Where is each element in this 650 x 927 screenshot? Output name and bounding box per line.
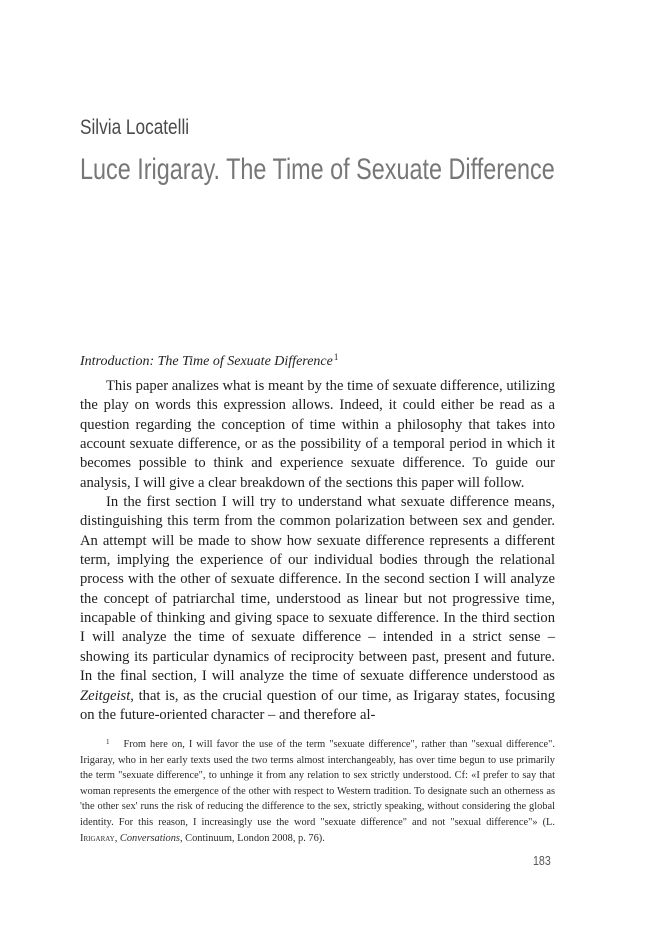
footnote-citation: , Continuum, London 2008, p. 76). — [179, 832, 325, 844]
footnote-marker: 1 — [106, 738, 110, 746]
paragraph-text: , that is, as the crucial question of our time, as Irigaray states, focusing on the future-oriented character – and therefore al- — [80, 687, 555, 723]
footnote-reference[interactable]: 1 — [333, 352, 339, 362]
paragraph: This paper analizes what is meant by the time of sexuate difference, utilizing the play on words this expression allows. Indeed, it could either be read as a question regarding the conception of time within a philosophy that takes into account sexuate difference, or as the possibility of a temporal period in which it becomes possible to think and experience sexuate difference. To guide our analysis, I will give a clear breakdown of the sections this paper will follow. — [80, 378, 555, 491]
paper-title: Luce Irigaray. The Time of Sexuate Difference — [80, 153, 555, 186]
paragraph-text: In the first section I will try to understand what sexuate difference means, distinguishing this term from the common polarization between sex and gender. An attempt will be made to show how sexuate difference represents a different term, implying the experience of our individual bodies through the relational process with the other of sexuate difference. In the second section I will analyze the concept of patriarchal time, understood as linear but not progressive time, incapable of thinking and giving space to sexuate difference. In the third section I will analyze the time of sexuate difference – intended in a strict sense – showing its particular dynamics of reciprocity between past, present and future. In the final section, I will analyze the time of sexuate difference understood as — [80, 494, 555, 685]
author-name: Silvia Locatelli — [80, 116, 190, 139]
footnote — [80, 735, 555, 846]
section-heading — [80, 352, 338, 370]
footnote-book-title: Conversations — [119, 832, 180, 844]
paragraph — [80, 493, 555, 725]
body-text — [80, 377, 555, 725]
section-heading-text: Introduction: The Time of Sexuate Difference — [80, 354, 333, 369]
footnote-text: From here on, I will favor the use of the term "sexuate difference", rather than "sexual difference". Irigaray, who in her early texts used the two terms almost interchangeably, has over time begun to use primarily the term "sexuate difference", to unhinge it from any relation to sex strictly understood. Cf: «I prefer to say that woman represents the emergence of the other with respect to Western tradition. To designate such an otherness as 'the other sex' runs the risk of reducing the difference to the sex, strictly speaking, without considering the global identity. For this reason, I increasingly use the word "sexuate difference" and not "sexual difference"» (L. — [80, 739, 555, 828]
footnote-separator: , — [114, 832, 120, 844]
footnote-author: Irigaray — [80, 832, 115, 844]
page-number: 183 — [533, 853, 551, 868]
emphasized-term: Zeitgeist — [80, 687, 131, 704]
